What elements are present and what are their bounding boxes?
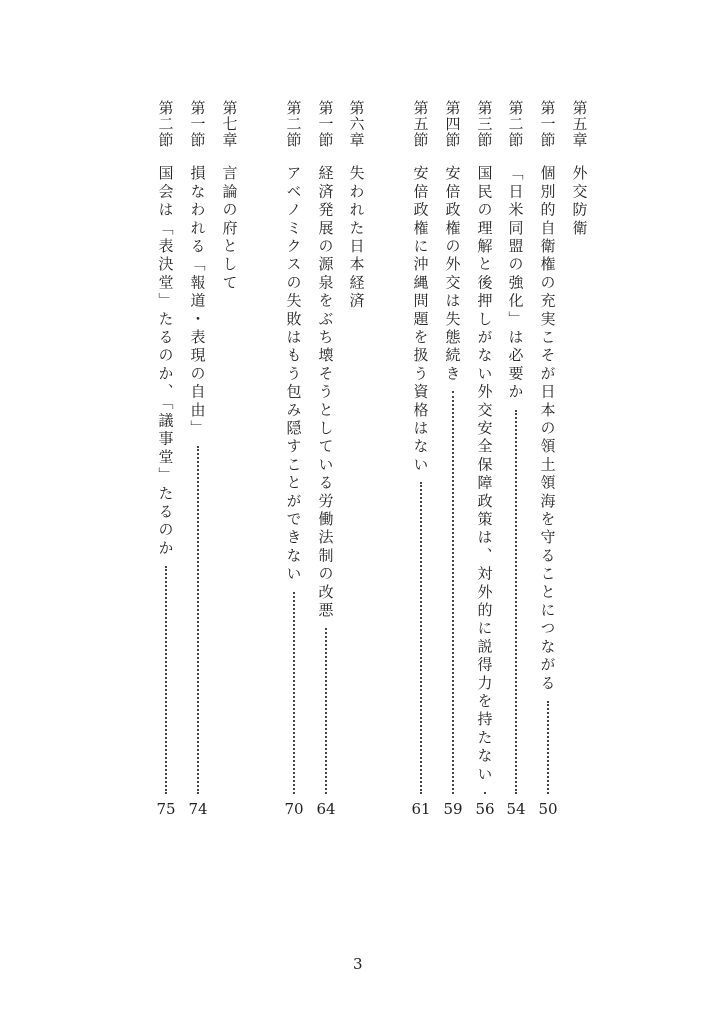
- entry-title: 個別的自衛権の充実こそが日本の領土領海を守ることにつながる: [538, 165, 557, 693]
- entry-title: 外交防衛: [570, 165, 589, 238]
- entry-label: 第一節: [188, 100, 207, 148]
- toc-section-entry: [441, 100, 465, 818]
- toc-section-entry: [504, 100, 528, 818]
- entry-label: 第四節: [443, 100, 462, 148]
- entry-page-number: 50: [538, 800, 558, 818]
- entry-page-number: 70: [284, 800, 304, 818]
- entry-label: 第一節: [316, 100, 335, 148]
- entry-label: 第五章: [570, 100, 589, 148]
- dot-leader: [197, 446, 199, 794]
- entry-title: 経済発展の源泉をぶち壊そうとしている労働法制の改悪: [316, 165, 335, 620]
- entry-label: 第二節: [284, 100, 303, 148]
- entry-label: 第一節: [538, 100, 557, 148]
- toc-section-entry: [314, 100, 338, 818]
- toc-section-entry: [536, 100, 560, 818]
- entry-title: 安倍政権に沖縄問題を扱う資格はない: [411, 165, 430, 475]
- toc-chapter-heading: [345, 100, 369, 818]
- entry-title: 安倍政権の外交は失態続き: [443, 165, 462, 384]
- toc-chapter-heading: [218, 100, 242, 818]
- entry-title: 失われた日本経済: [347, 165, 366, 311]
- entry-label: 第五節: [411, 100, 430, 148]
- toc-section-entry: [409, 100, 433, 818]
- entry-label: 第六章: [347, 100, 366, 148]
- dot-leader: [547, 701, 549, 794]
- dot-leader: [515, 410, 517, 794]
- entry-label: 第二節: [506, 100, 525, 148]
- entry-page-number: 74: [188, 800, 208, 818]
- entry-page-number: 75: [156, 800, 176, 818]
- entry-title: 「日米同盟の強化」は必要か: [506, 165, 525, 402]
- entry-page-number: 64: [316, 800, 336, 818]
- entry-label: 第二節: [156, 100, 175, 148]
- dot-leader: [165, 566, 167, 794]
- entry-label: 第三節: [475, 100, 494, 148]
- toc-chapter-heading: [568, 100, 592, 818]
- toc-section-entry: [282, 100, 306, 818]
- entry-title: 言論の府として: [220, 165, 239, 293]
- entry-title: 国民の理解と後押しがない外交安全保障政策は、対外的に説得力を持たない: [475, 165, 494, 784]
- toc-section-entry: [154, 100, 178, 818]
- entry-page-number: 61: [411, 800, 431, 818]
- entry-page-number: 54: [506, 800, 526, 818]
- entry-title: 国会は「表決堂」たるのか、「議事堂」たるのか: [156, 165, 175, 558]
- entry-page-number: 56: [475, 800, 495, 818]
- dot-leader: [452, 391, 454, 794]
- dot-leader: [420, 482, 422, 794]
- entry-title: アベノミクスの失敗はもう包み隠すことができない: [284, 165, 303, 584]
- entry-page-number: 59: [443, 800, 463, 818]
- toc-section-entry: [473, 100, 497, 818]
- entry-label: 第七章: [220, 100, 239, 148]
- entry-title: 損なわれる「報道・表現の自由」: [188, 165, 207, 438]
- dot-leader: [484, 792, 486, 794]
- page-number: 3: [353, 955, 363, 973]
- toc-section-entry: [186, 100, 210, 818]
- dot-leader: [293, 592, 295, 794]
- dot-leader: [325, 628, 327, 794]
